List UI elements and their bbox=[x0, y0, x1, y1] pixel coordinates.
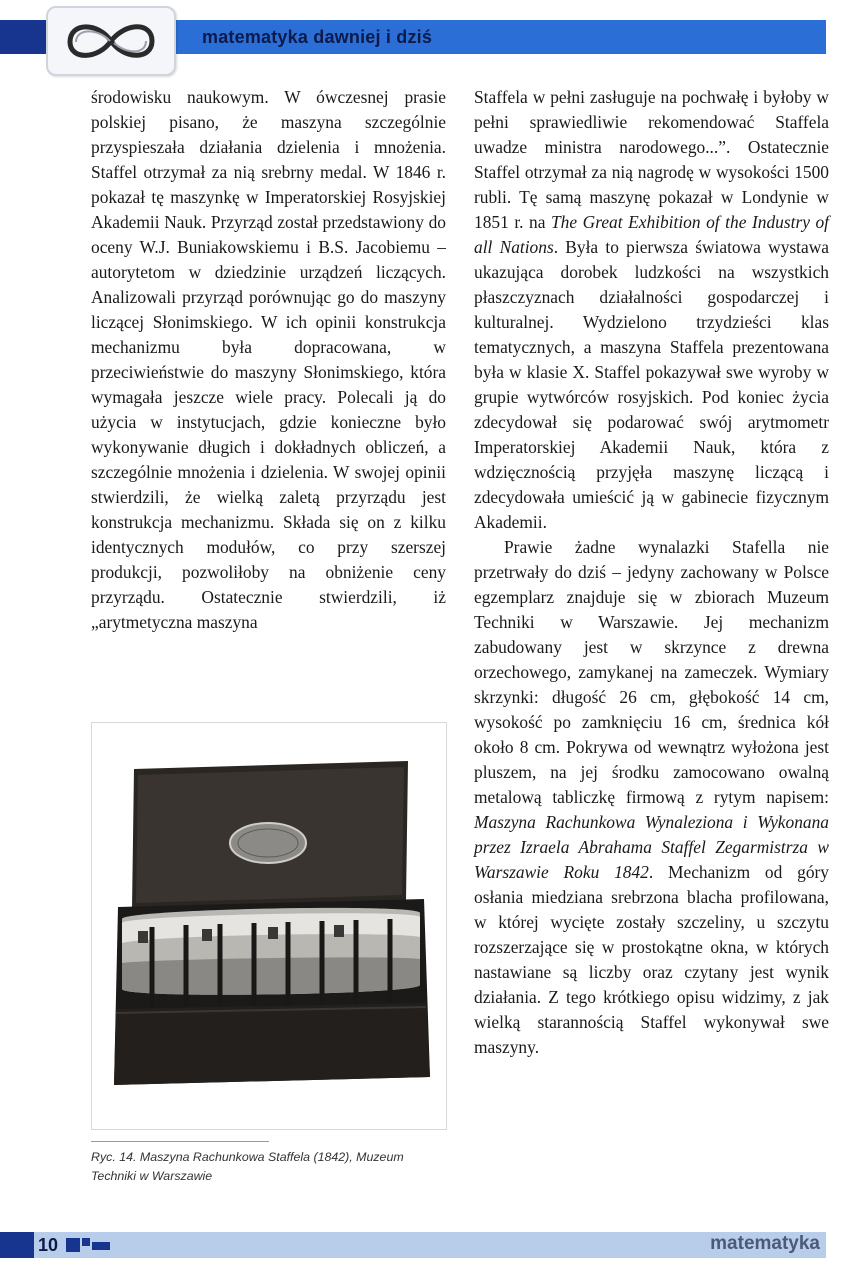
text-span: . Mechanizm od góry osłania miedziana srebrzona blacha profilowana, w której wycięte zostały szczeliny, u szczytu rozszerzające się w prostokątne okna, w których nastawiane są liczby oraz czytany jest wynik działania. Z tego krótkiego opisu widzimy, z jak wielką starannością Staffel wykonywał swe maszyny. bbox=[474, 862, 829, 1057]
right-column bbox=[474, 85, 829, 1060]
plate-inscription: Maszyna Rachunkowa Wynaleziona i Wykonana przez Izraela Abrahama Staffel Zegarmistrza w Warszawie Roku 1842 bbox=[474, 812, 829, 882]
footer-accent bbox=[0, 1232, 34, 1258]
left-paragraph: środowisku naukowym. W ówczesnej prasie polskiej pisano, że maszyna szczególnie przyspieszała działania dzielenia i mnożenia. Staffel otrzymał za nią srebrny medal. W 1846 r. pokazał tę maszynkę w Imperatorskiej Rosyjskiej Akademii Nauk. Przyrząd został przedstawiony do oceny W.J. Buniakowskiemu i B.S. Jacobiemu – autorytetom w dziedzinie urządzeń liczących. Analizowali przyrząd porównując go do maszyny liczącej Słonimskiego. W ich opinii konstrukcja mechanizmu była dopracowana, w przeciwieństwie do maszyny Słonimskiego, która wymagała jeszcze wiele pracy. Polecali ją do użycia w instytucjach, gdzie konieczne było wykonywanie długich i dokładnych obliczeń, a szczególnie mnożenia i dzielenia. W swojej opinii stwierdzili, że wielką zaletą przyrządu jest konstrukcja mechanizmu. Składa się on z kilku identycznych modułów, co przy szerszej produkcji, pozwoliłoby na obniżenie ceny przyrządu. Ostatecznie stwierdzili, iż „arytmetyczna maszyna bbox=[91, 87, 446, 632]
footer-section-title: matematyka bbox=[710, 1233, 820, 1254]
right-paragraph-2 bbox=[474, 535, 829, 1060]
footer-bar bbox=[0, 1232, 826, 1258]
text-span: Staffela w pełni zasługuje na pochwałę i byłoby w pełni sprawiedliwie rekomendować Staffela uwadze ministra narodowego...”. Ostatecznie Staffel otrzymał za nią nagrodę w wysokości 1500 rubli. Tę samą maszynę pokazał w Londynie w 1851 r. na bbox=[474, 87, 829, 232]
figure-caption: Ryc. 14. Maszyna Rachunkowa Staffela (1842), Muzeum Techniki w Warszawie bbox=[91, 1150, 404, 1183]
text-span: Prawie żadne wynalazki Stafella nie przetrwały do dziś – jedyny zachowany w Polsce egzemplarz znajduje się w zbiorach Muzeum Techniki w Warszawie. Jej mechanizm zabudowany jest w skrzynce z drewna orzechowego, zamykanej na zameczek. Wymiary skrzynki: długość 26 cm, głębokość 14 cm, wysokość po zamknięciu 16 cm, średnica kół około 8 cm. Pokrywa od wewnątrz wyłożona jest pluszem, na jej środku zamocowano owalną metalową tabliczkę firmową z rytym napisem: bbox=[474, 537, 829, 807]
machine-photo bbox=[91, 722, 447, 1130]
text-span: . Była to pierwsza światowa wystawa ukazująca dorobek ludzkości na wszystkich płaszczyznach działalności gospodarczej i kulturalnej. Wydzielono trzydzieści klas tematycznych, a maszyna Staffela prezentowana była w klasie X. Staffel pokazywał swe wyroby w grupie wytwórców rosyjskich. Pod koniec życia zdecydował się podarować swój arytmometr Imperatorskiej Akademii Nauk, która z wdzięcznością przyjęła maszynę liczącą i zdecydowała umieścić ją w gabinecie fizycznym Akademii. bbox=[474, 237, 829, 532]
exhibition-title: The Great Exhibition of the Industry of all Nations bbox=[474, 212, 830, 257]
caption-rule bbox=[91, 1141, 269, 1142]
header-title: matematyka dawniej i dziś bbox=[202, 27, 433, 47]
mobius-strip-icon bbox=[46, 6, 176, 76]
page-number: 10 bbox=[38, 1235, 59, 1255]
left-column bbox=[91, 85, 446, 635]
right-paragraph-1 bbox=[474, 85, 829, 535]
footer-decoration bbox=[66, 1238, 110, 1252]
